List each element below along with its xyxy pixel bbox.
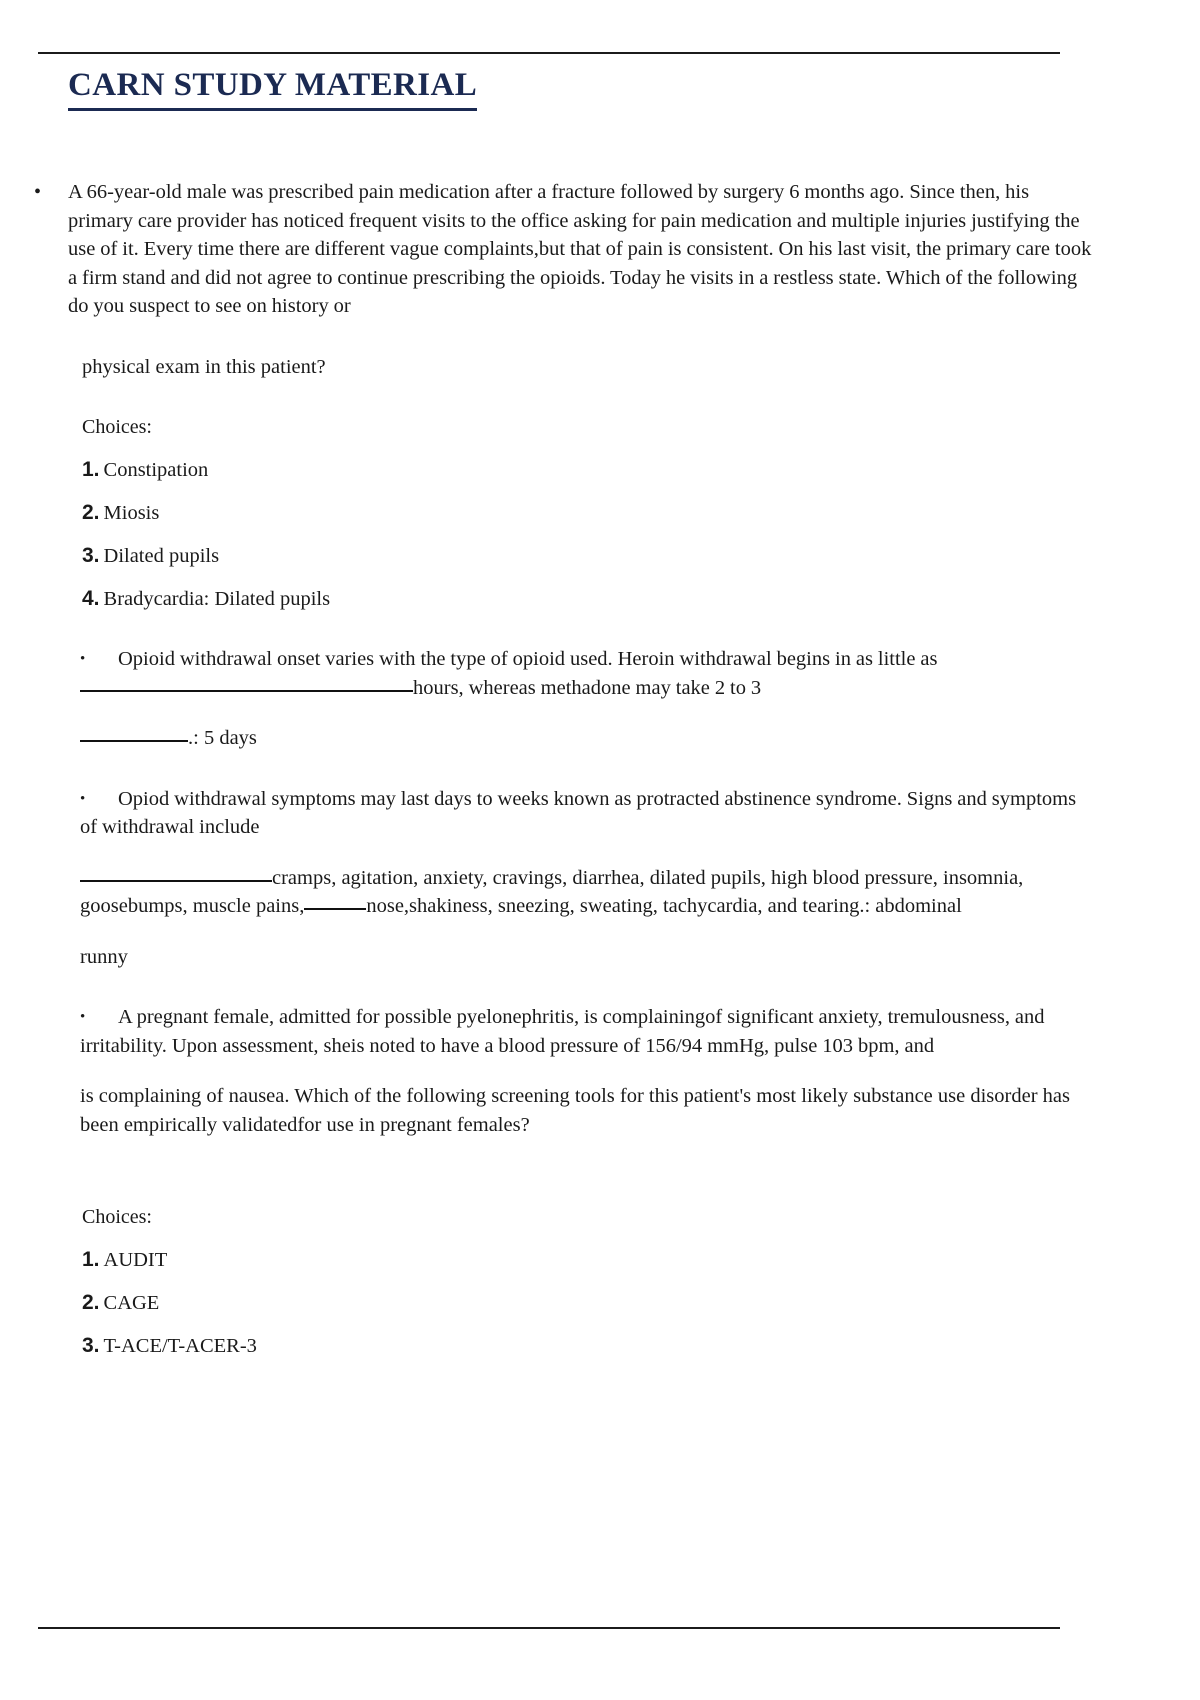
fact-1-text [80, 645, 1080, 702]
fact-1-answer-text: .: 5 days [188, 727, 257, 749]
choice-item[interactable] [0, 542, 1200, 570]
choice-label: Constipation [103, 459, 209, 481]
fill-in-blank[interactable] [304, 908, 366, 910]
fact-1-answer-line [0, 724, 1200, 753]
choice-label: Bradycardia: Dilated pupils [103, 588, 331, 610]
spacer [0, 753, 1200, 785]
header-rule [38, 52, 1060, 54]
footer-rule [38, 1627, 1060, 1629]
choice-label: AUDIT [103, 1249, 168, 1271]
choice-number: 3. [82, 1334, 100, 1357]
choice-item[interactable] [0, 499, 1200, 527]
choice-label: T-ACE/T-ACER-3 [103, 1335, 257, 1357]
spacer [0, 1139, 1200, 1203]
spacer [0, 702, 1200, 724]
spacer [0, 321, 1200, 353]
fact-1-block [0, 645, 1200, 702]
choice-number: 1. [82, 458, 100, 481]
choice-label: CAGE [103, 1292, 160, 1314]
bullet-icon: • [80, 790, 86, 807]
fact-2-block [0, 785, 1200, 842]
fill-in-blank[interactable] [80, 690, 413, 692]
choice-item[interactable] [0, 1332, 1200, 1360]
choice-item[interactable] [0, 456, 1200, 484]
choice-number: 2. [82, 501, 100, 524]
fact-1-text-after-blank: hours, whereas methadone may take 2 to 3 [413, 676, 762, 699]
choice-item[interactable] [0, 585, 1200, 613]
choice-label: Miosis [103, 502, 160, 524]
fact-2-symptom-list [0, 864, 1200, 921]
fact-2-text-after-blank-1: cramps, agitation, anxiety, cravings, diarrhea, dilated pupils, high blood pressure, insomnia, goosebumps, muscle pains, [80, 866, 1024, 917]
document-body [0, 178, 1200, 1360]
fill-in-blank[interactable] [80, 880, 272, 882]
bullet-icon: • [34, 181, 42, 203]
spacer [0, 971, 1200, 1003]
question-1-block [0, 178, 1200, 321]
choice-label: Dilated pupils [103, 545, 220, 567]
question-1-choices-label: Choices: [82, 416, 152, 438]
question-1-choice-list [0, 456, 1200, 613]
question-2-choice-list [0, 1246, 1200, 1360]
spacer [0, 613, 1200, 645]
choice-item[interactable] [0, 1246, 1200, 1274]
spacer [0, 1060, 1200, 1082]
choice-number: 3. [82, 544, 100, 567]
question-2-block [0, 1003, 1200, 1060]
question-1-stem: A 66-year-old male was prescribed pain medication after a fracture followed by surgery 6 months ago. Since then, his primary care provider has noticed frequent visits to the office asking for pain medication and multiple injuries justifying the use of it. Every time there are different vague complaints,but that of pain is consistent. On his last visit, the primary care took a firm stand and did not agree to continue prescribing the opioids. Today he visits in a restless state. Which of the following do you suspect to see on history or [68, 181, 1092, 317]
question-2-stem-continuation: is complaining of nausea. Which of the following screening tools for this patient's most likely substance use disorder has been empirically validatedfor use in pregnant females? [80, 1085, 1070, 1136]
choice-number: 2. [82, 1291, 100, 1314]
bullet-icon: • [80, 1009, 86, 1025]
fill-in-blank[interactable] [80, 740, 188, 742]
spacer [0, 381, 1200, 413]
bullet-icon: • [80, 651, 86, 667]
question-1-stem-continuation: physical exam in this patient? [82, 355, 326, 378]
question-2-choices-label: Choices: [82, 1206, 152, 1228]
choice-number: 1. [82, 1248, 100, 1271]
fact-2-answer-line: runny [80, 945, 128, 968]
fact-2-text-after-blank-2: nose,shakiness, sneezing, sweating, tachycardia, and tearing.: abdominal [366, 895, 962, 917]
spacer [0, 921, 1200, 943]
page-title: CARN STUDY MATERIAL [68, 66, 477, 111]
choice-number: 4. [82, 587, 100, 610]
question-2-stem: A pregnant female, admitted for possible pyelonephritis, is complainingof significant anxiety, tremulousness, and irritability. Upon assessment, sheis noted to have a blood pressure of 156/94 mmHg, pulse 103 bpm, and [80, 1006, 1045, 1057]
page-title-wrapper [68, 66, 477, 111]
choice-item[interactable] [0, 1289, 1200, 1317]
spacer [0, 842, 1200, 864]
fact-2-text-line-1: Opiod withdrawal symptoms may last days to weeks known as protracted abstinence syndrome. Signs and symptoms of withdrawal include [80, 787, 1077, 838]
fact-1-text-before-blank: Opioid withdrawal onset varies with the type of opioid used. Heroin withdrawal begins in as little as [118, 648, 938, 670]
